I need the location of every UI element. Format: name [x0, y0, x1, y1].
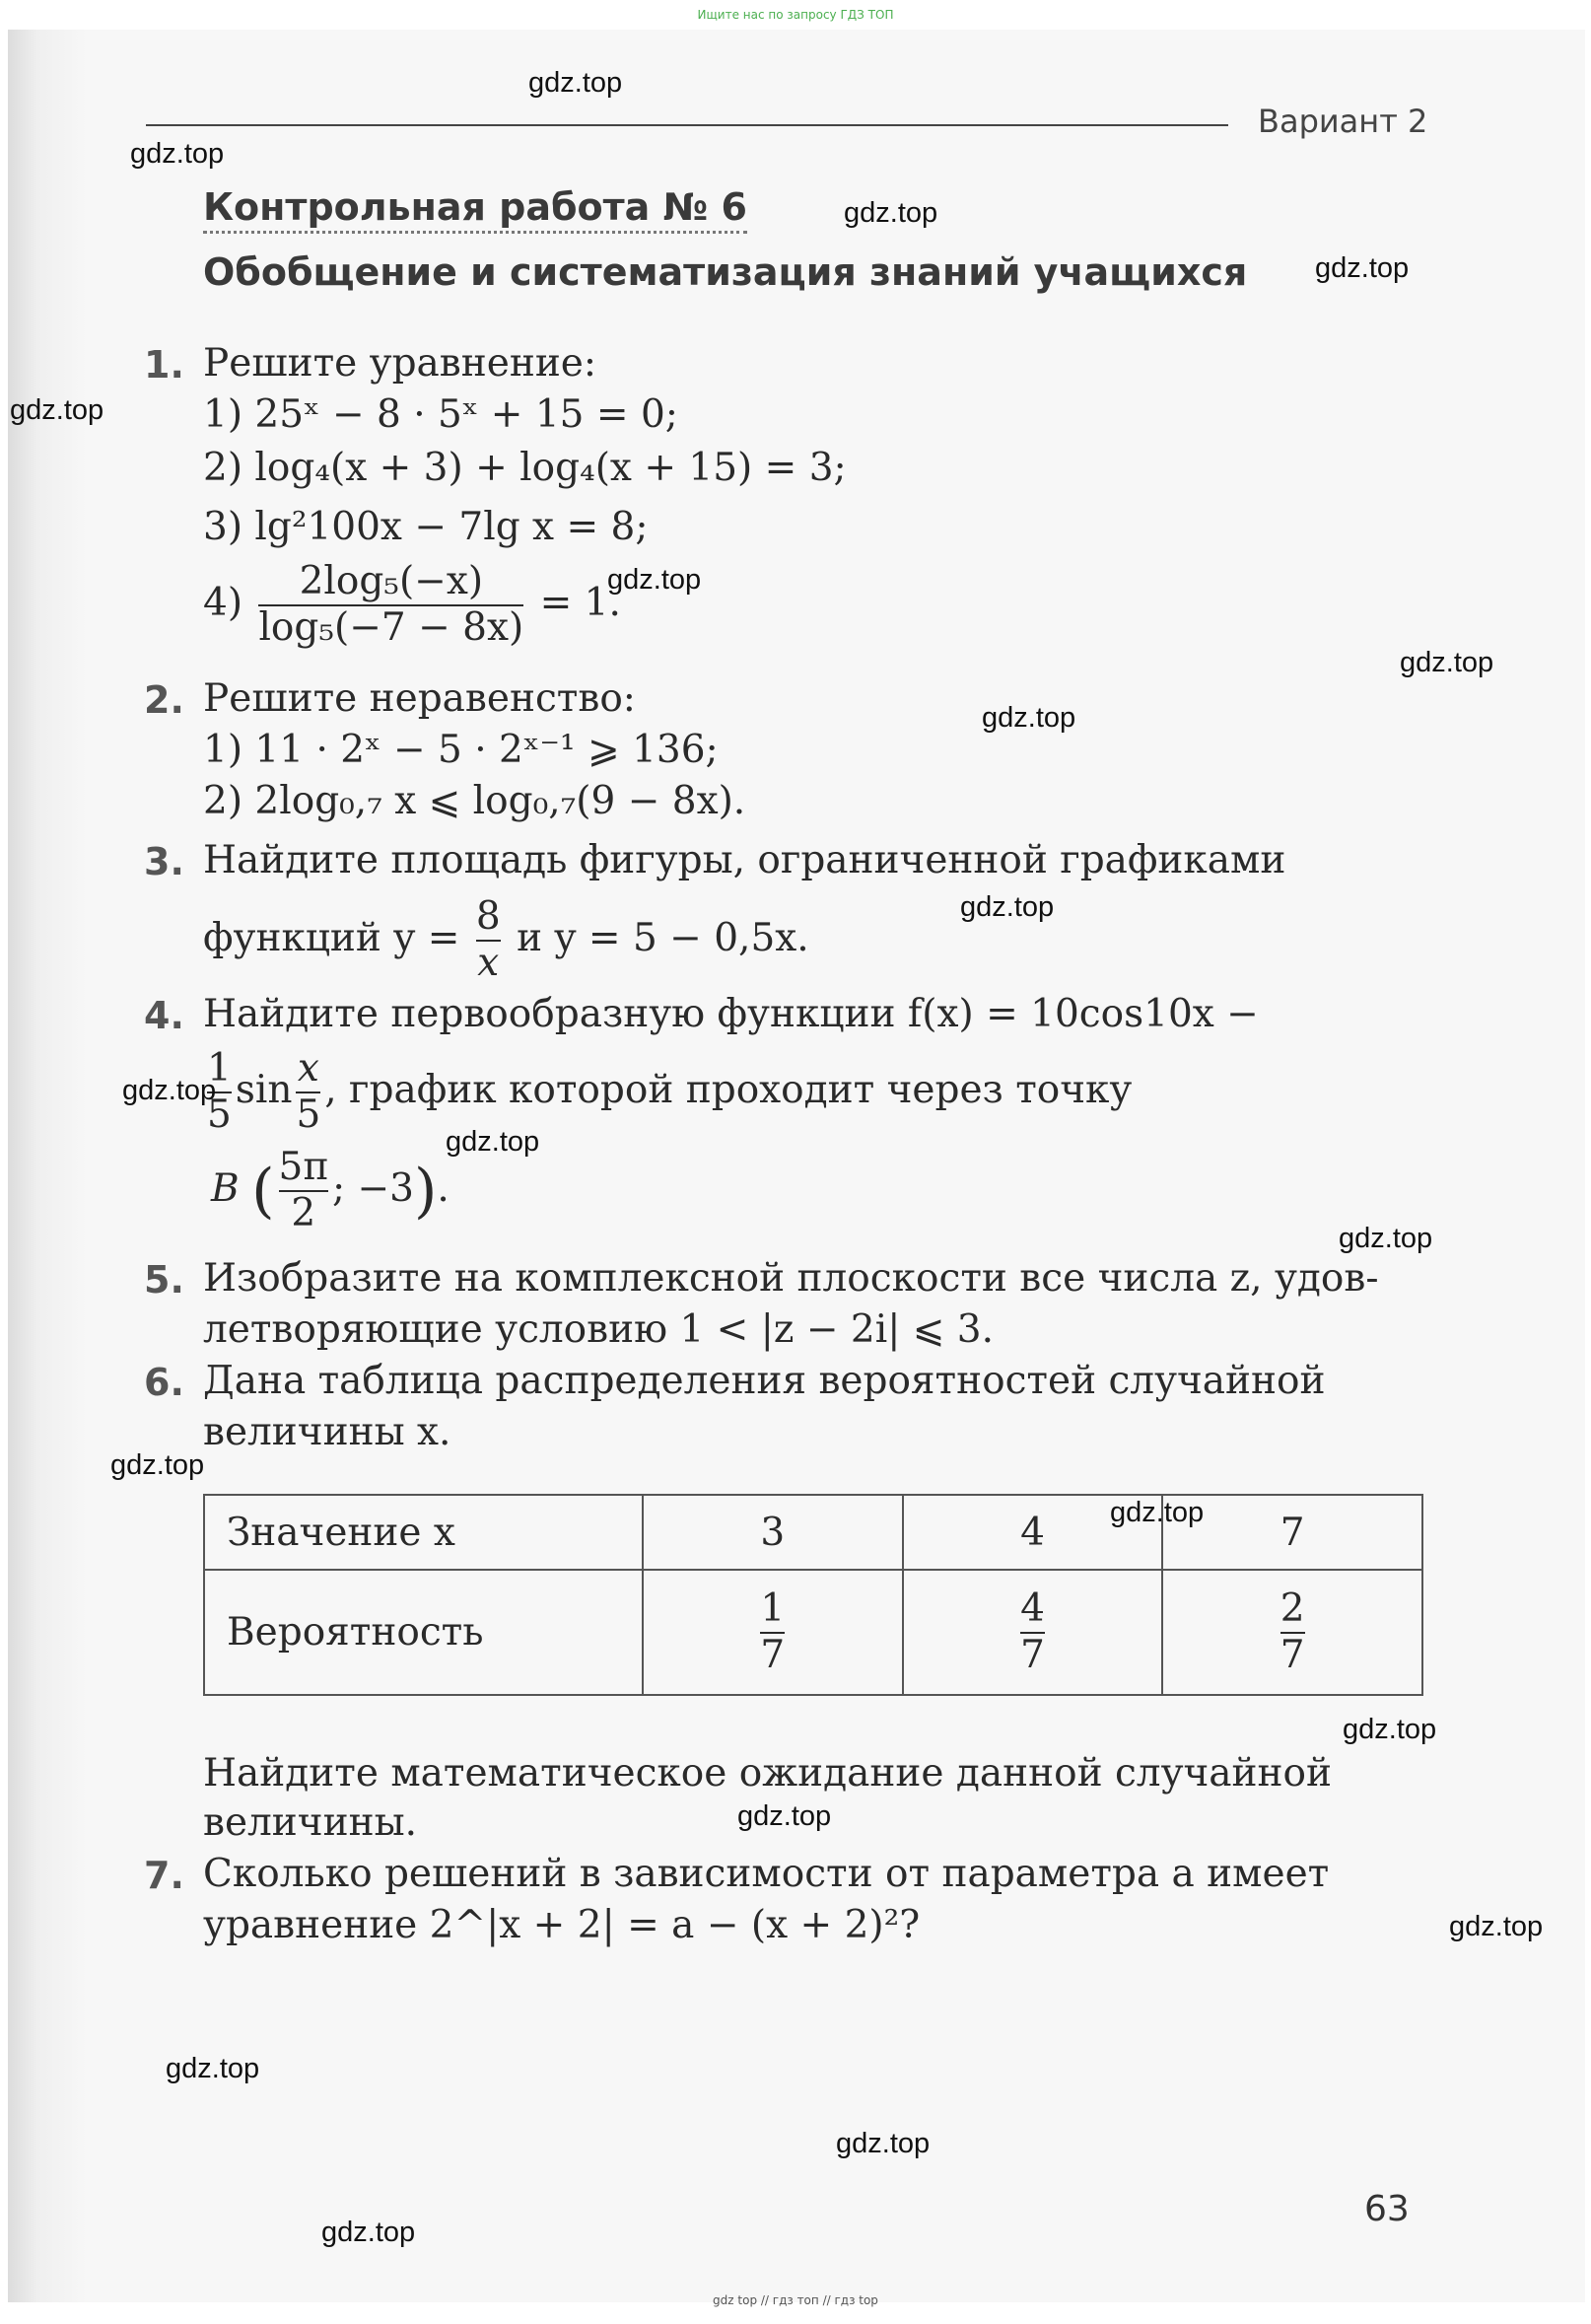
watermark: gdz.top — [1315, 252, 1410, 284]
fraction-denominator: 5 — [296, 1092, 321, 1137]
task-1-part-2: 2) log₄(x + 3) + log₄(x + 15) = 3; — [203, 446, 847, 490]
task-4-point-fraction — [279, 1146, 328, 1236]
watermark: gdz.top — [960, 891, 1055, 923]
table-cell: 7 — [1162, 1495, 1422, 1570]
task-1-part-3: 3) lg²100x − 7lg x = 8; — [203, 505, 649, 549]
task-4-line-2-tail: , график которой проходит через точку — [324, 1067, 1133, 1112]
fraction-numerator: 4 — [1020, 1585, 1045, 1631]
task-5-line-1: Изобразите на комплексной плоскости все числа z, удов- — [203, 1256, 1379, 1301]
watermark: gdz.top — [982, 702, 1076, 734]
task-1-part-1: 1) 25ˣ − 8 · 5ˣ + 15 = 0; — [203, 392, 678, 437]
task-3-text-b: и y = 5 − 0,5x. — [517, 915, 809, 960]
watermark: gdz.top — [10, 394, 104, 426]
task-6-after-2: величины. — [203, 1800, 418, 1845]
task-4-fraction-2 — [296, 1047, 320, 1138]
top-banner: Ищите нас по запросу ГДЗ ТОП — [697, 8, 894, 22]
task-3-line-2 — [203, 895, 809, 986]
task-4-line-2 — [203, 1047, 1132, 1138]
task-3-line-1: Найдите площадь фигуры, ограниченной графиками — [203, 838, 1286, 882]
watermark: gdz.top — [607, 564, 702, 596]
fraction-denominator: 2 — [279, 1190, 328, 1236]
table-cell — [643, 1570, 903, 1695]
right-paren: ) — [413, 1156, 438, 1226]
task-5-line-2: летворяющие условию 1 < |z − 2i| ⩽ 3. — [203, 1307, 995, 1352]
table-cell — [1162, 1570, 1422, 1695]
task-4-sin: sin — [235, 1067, 293, 1112]
fraction-numerator: 1 — [207, 1046, 232, 1091]
task-3-number: 3. — [144, 840, 184, 883]
task-2-part-2: 2) 2log₀,₇ x ⩽ log₀,₇(9 − 8x). — [203, 779, 746, 823]
task-3-text-a: функций y = — [203, 915, 460, 960]
fraction-numerator: 2 — [1280, 1585, 1305, 1631]
task-1-number: 1. — [144, 343, 184, 387]
task-1-part-4 — [203, 560, 621, 651]
task-3-fraction — [476, 895, 501, 986]
watermark: gdz.top — [166, 2053, 260, 2084]
fraction-denominator: 5 — [207, 1092, 232, 1137]
task-2-text: Решите неравенство: — [203, 676, 636, 721]
fraction-numerator: 1 — [760, 1585, 786, 1631]
task-7-number: 7. — [144, 1854, 184, 1897]
fraction-numerator: 2log₅(−x) — [299, 559, 484, 603]
variant-label: Вариант 2 — [1258, 103, 1428, 140]
table-cell: 4 — [903, 1495, 1163, 1570]
table-cell: 3 — [643, 1495, 903, 1570]
task-4-line-3 — [211, 1146, 450, 1236]
table-row — [204, 1570, 1422, 1695]
fraction-numerator: 8 — [475, 894, 501, 939]
task-2-number: 2. — [144, 678, 184, 722]
watermark: gdz.top — [836, 2128, 931, 2159]
watermark: gdz.top — [1343, 1714, 1437, 1745]
table-header-value: Значение x — [204, 1495, 643, 1570]
task-4-number: 4. — [144, 994, 184, 1037]
test-title: Контрольная работа № 6 — [203, 185, 747, 234]
task-5-number: 5. — [144, 1258, 184, 1302]
watermark: gdz.top — [122, 1075, 217, 1106]
task-1-text: Решите уравнение: — [203, 341, 597, 386]
watermark: gdz.top — [528, 67, 623, 99]
watermark: gdz.top — [1400, 647, 1494, 678]
probability-fraction — [1280, 1587, 1305, 1678]
watermark: gdz.top — [1339, 1223, 1433, 1254]
task-4-point-label: B — [211, 1165, 240, 1211]
fraction-numerator: 5π — [278, 1145, 328, 1189]
probability-fraction — [1020, 1587, 1045, 1678]
task-1-part-4-fraction — [258, 560, 523, 651]
task-6-number: 6. — [144, 1361, 184, 1404]
task-2-part-1: 1) 11 · 2ˣ − 5 · 2ˣ⁻¹ ⩾ 136; — [203, 728, 719, 772]
task-6-after-1: Найдите математическое ожидание данной случайной — [203, 1751, 1333, 1796]
watermark: gdz.top — [1110, 1497, 1205, 1528]
fraction-numerator: x — [297, 1046, 319, 1091]
fraction-denominator: x — [477, 940, 500, 985]
watermark: gdz.top — [446, 1126, 540, 1158]
table-row — [204, 1495, 1422, 1570]
watermark: gdz.top — [110, 1449, 205, 1481]
task-1-part-4-label: 4) — [203, 580, 243, 625]
task-4-line-1: Найдите первообразную функции f(x) = 10cos10x − — [203, 992, 1259, 1036]
fraction-denominator: 7 — [1280, 1632, 1305, 1677]
watermark: gdz.top — [130, 138, 225, 170]
task-6-line-1: Дана таблица распределения вероятностей случайной — [203, 1359, 1326, 1403]
watermark: gdz.top — [321, 2217, 416, 2248]
watermark: gdz.top — [1449, 1911, 1544, 1942]
page-number: 63 — [1364, 2189, 1410, 2229]
watermark: gdz.top — [737, 1800, 832, 1832]
fraction-denominator: log₅(−7 − 8x) — [258, 604, 524, 650]
task-6-line-2: величины x. — [203, 1410, 451, 1454]
table-header-probability: Вероятность — [204, 1570, 643, 1695]
fraction-denominator: 7 — [1020, 1632, 1045, 1677]
task-4-end: . — [437, 1165, 450, 1211]
table-cell — [903, 1570, 1163, 1695]
left-paren: ( — [251, 1156, 275, 1226]
distribution-table — [203, 1494, 1423, 1696]
task-7-line-2: уравнение 2^|x + 2| = a − (x + 2)²? — [203, 1903, 921, 1947]
bottom-banner: gdz top // гдз топ // гдз top — [713, 2293, 878, 2307]
watermark: gdz.top — [844, 197, 938, 229]
probability-fraction — [760, 1587, 785, 1678]
test-subtitle: Обобщение и систематизация знаний учащихся — [203, 250, 1248, 294]
task-7-line-1: Сколько решений в зависимости от параметра a имеет — [203, 1852, 1330, 1896]
task-1-part-4-tail: = 1. — [539, 580, 621, 625]
fraction-denominator: 7 — [760, 1632, 786, 1677]
task-4-point-tail: ; −3 — [331, 1165, 414, 1211]
header-rule — [146, 124, 1228, 126]
